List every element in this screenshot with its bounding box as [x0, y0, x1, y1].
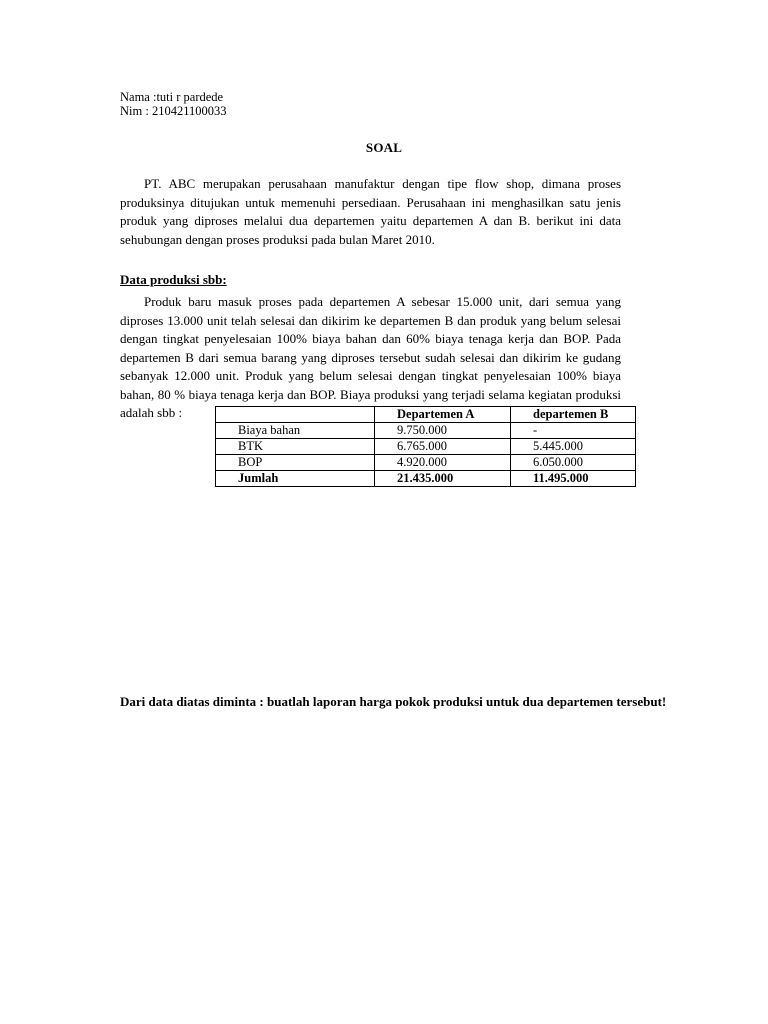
row-value-dept-a: 9.750.000: [375, 423, 511, 439]
table-total-row: [216, 471, 636, 487]
table-row: [216, 423, 636, 439]
row-label: BTK: [216, 439, 375, 455]
page-title: SOAL: [365, 140, 403, 155]
table-header-dept-b: departemen B: [511, 407, 636, 423]
total-value-dept-b: 11.495.000: [511, 471, 636, 487]
cost-table: [215, 406, 636, 487]
student-name: Nama :tuti r pardede: [120, 90, 224, 104]
row-value-dept-a: 6.765.000: [375, 439, 511, 455]
row-value-dept-b: 5.445.000: [511, 439, 636, 455]
student-nim: Nim : 210421100033: [120, 104, 227, 118]
row-value-dept-b: -: [511, 423, 636, 439]
table-header-dept-a: Departemen A: [375, 407, 511, 423]
intro-paragraph: PT. ABC merupakan perusahaan manufaktur dengan tipe flow shop, dimana proses produksinya ditujukan untuk memenuhi persediaan. Perusahaan ini menghasilkan satu jenis produk yang diproses melalui dua departemen yaitu departemen A dan B. berikut ini data sehubungan dengan proses produksi pada bulan Maret 2010.: [120, 176, 621, 247]
total-value-dept-a: 21.435.000: [375, 471, 511, 487]
table-row: [216, 439, 636, 455]
row-label: Biaya bahan: [216, 423, 375, 439]
row-value-dept-b: 6.050.000: [511, 455, 636, 471]
row-value-dept-a: 4.920.000: [375, 455, 511, 471]
production-paragraph: Produk baru masuk proses pada departemen A sebesar 15.000 unit, dari semua yang diproses 13.000 unit telah selesai dan dikirim ke departemen B dan produk yang belum selesai dengan tingkat penyelesaian 100% biaya bahan dan 60% biaya tenaga kerja dan BOP. Pada departemen B dari semua barang yang diproses tersebut sudah selesai dan dikirim ke gudang sebanyak 12.000 unit. Produk yang belum selesai dengan tingkat penyelesaian 100% biaya bahan, 80 % biaya tenaga kerja dan BOP. Biaya produksi yang terjadi selama kegiatan produksi adalah sbb :: [120, 294, 621, 420]
question-text: Dari data diatas diminta : buatlah laporan harga pokok produksi untuk dua departemen tersebut!: [120, 694, 667, 709]
row-label: BOP: [216, 455, 375, 471]
table-row: [216, 455, 636, 471]
table-header-row: [216, 407, 636, 423]
total-label: Jumlah: [216, 471, 375, 487]
table-header-blank: [216, 407, 375, 423]
section-heading: Data produksi sbb:: [120, 272, 227, 287]
